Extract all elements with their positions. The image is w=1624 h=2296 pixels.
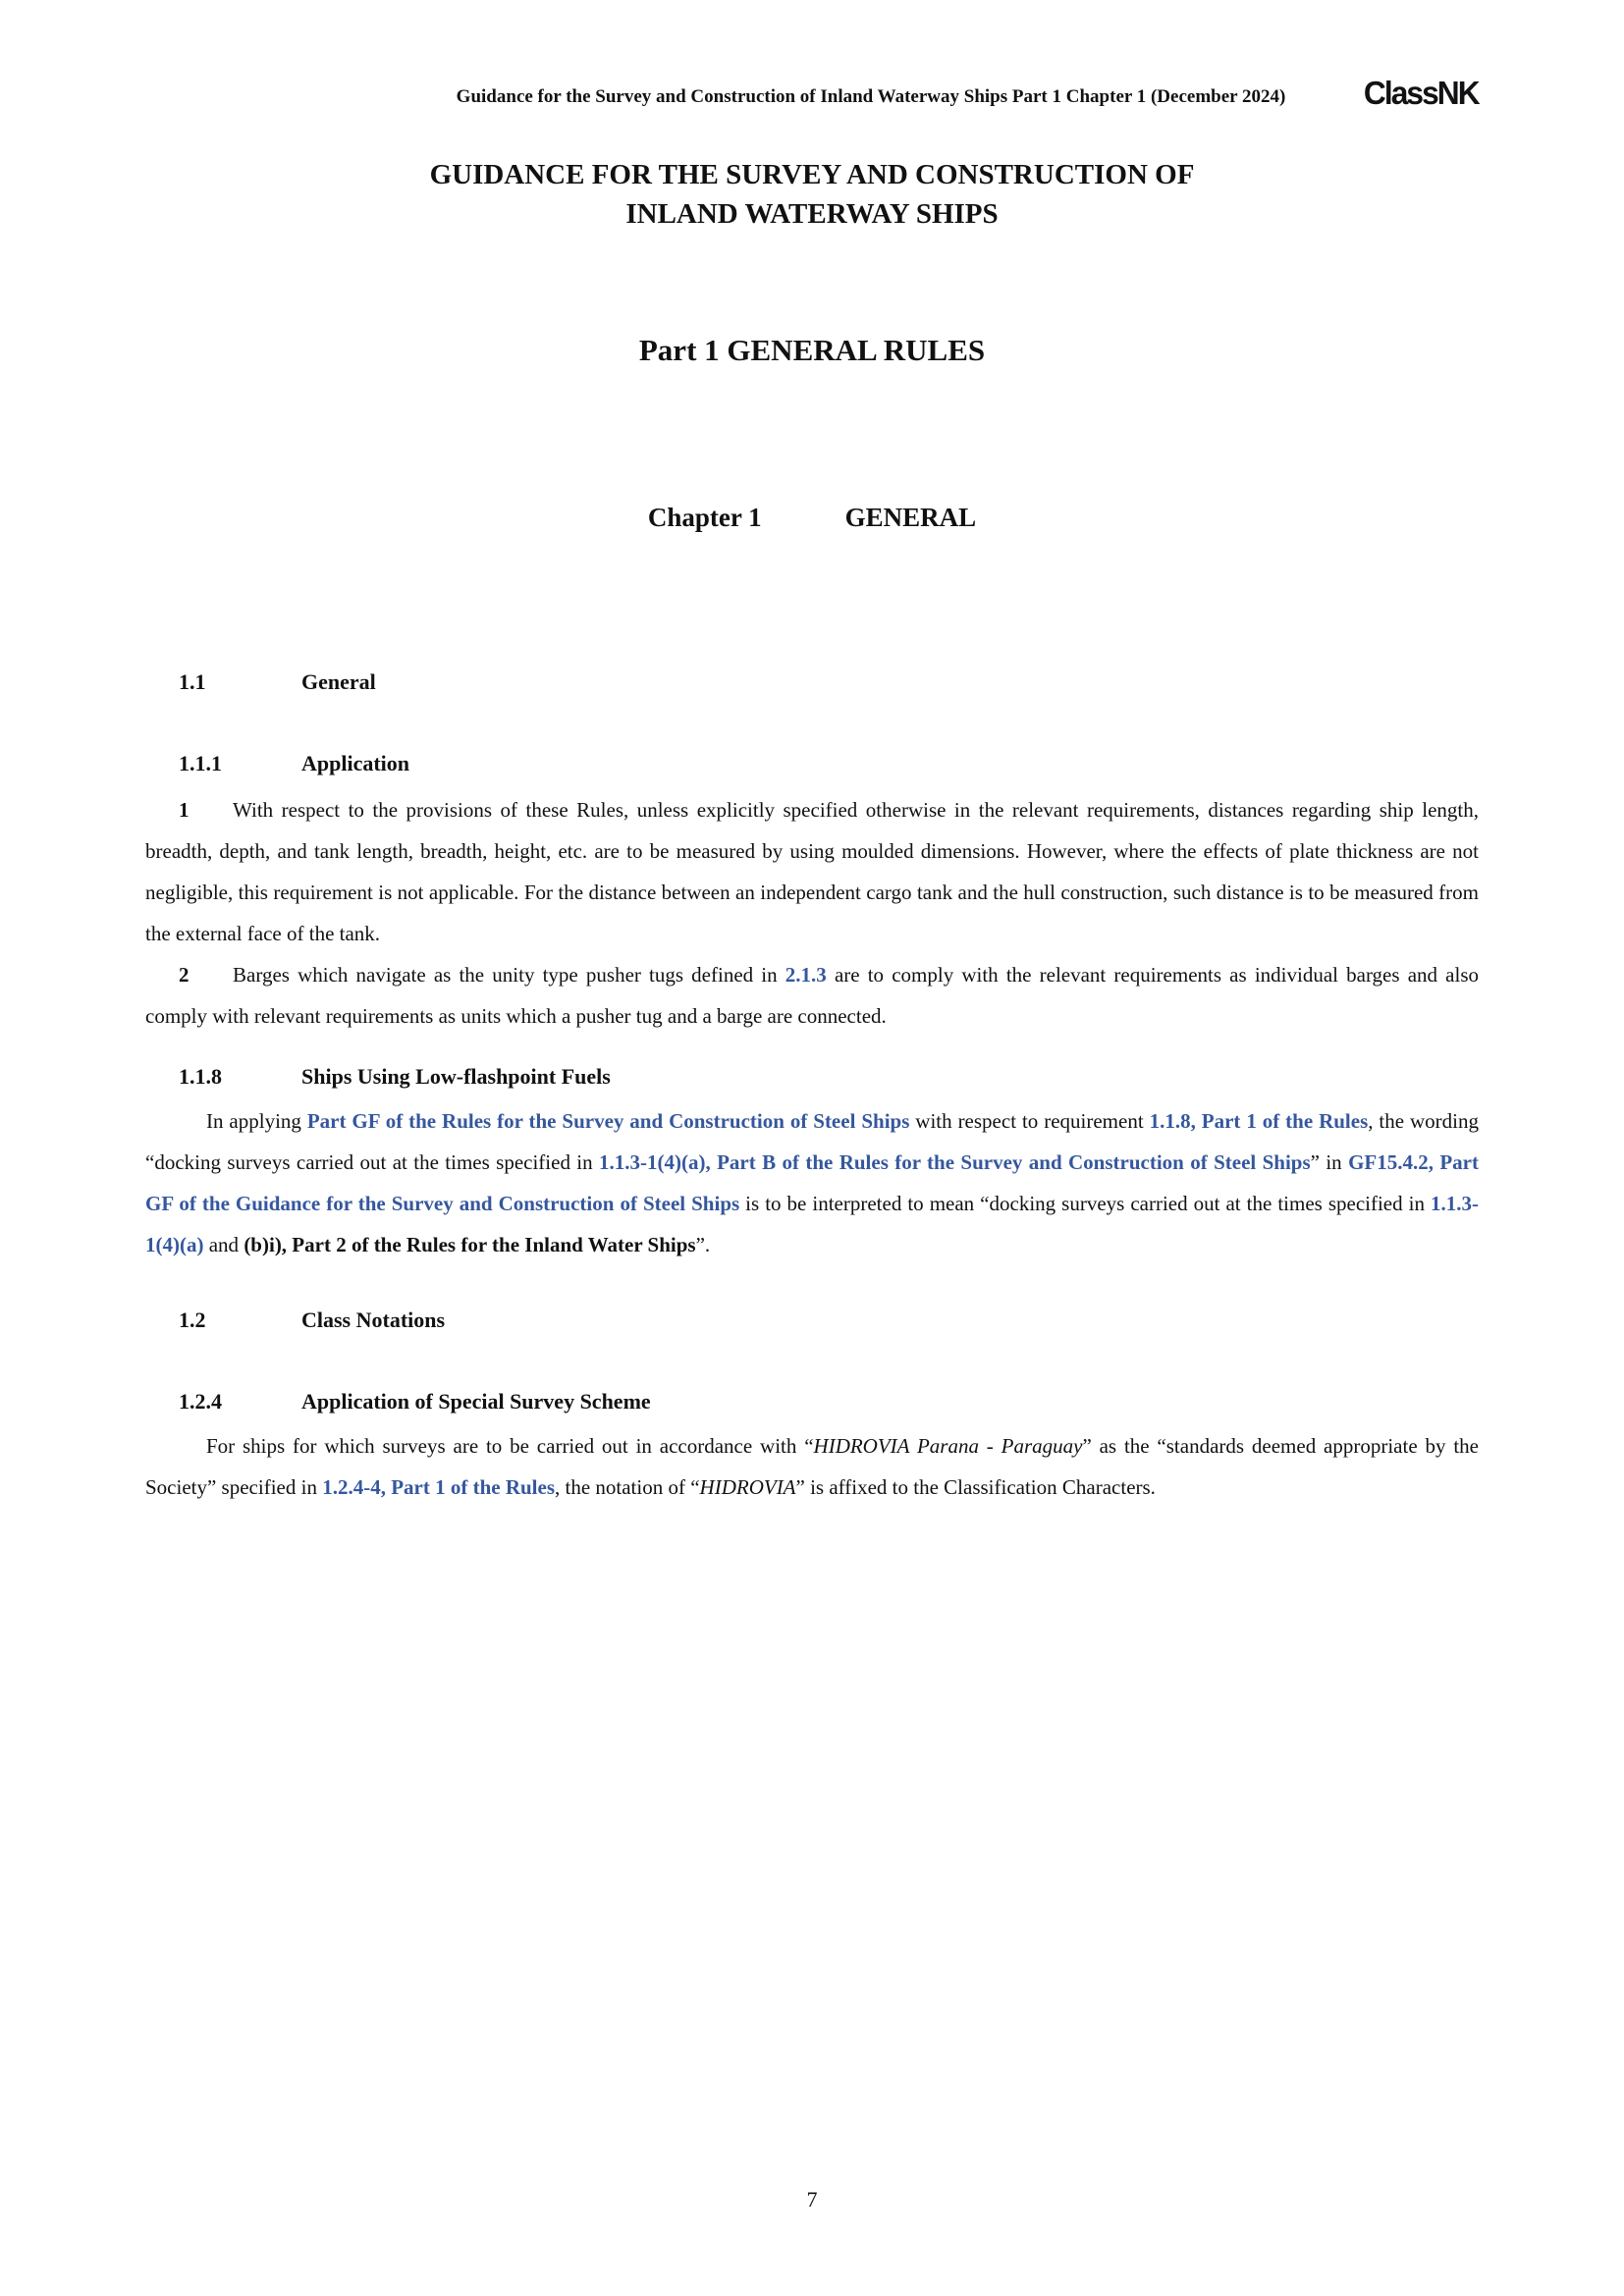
paragraph-1-2-4 <box>145 1425 1479 1508</box>
page-number: 7 <box>806 2187 818 2212</box>
paragraph-text <box>145 963 1479 1028</box>
page-header <box>145 75 1479 112</box>
heading-1-2-4 <box>145 1386 1479 1417</box>
paragraph-1-1-1-1 <box>145 789 1479 954</box>
cross-reference-link[interactable]: 1.1.8, Part 1 of the Rules <box>1149 1109 1369 1133</box>
section-number: 1.2 <box>179 1308 206 1332</box>
text-run: is to be interpreted to mean “docking surveys carried out at the times specified in <box>739 1192 1431 1215</box>
section-title: Class Notations <box>301 1308 446 1332</box>
text-run: In applying <box>206 1109 307 1133</box>
part-title: Part 1 GENERAL RULES <box>638 333 986 367</box>
running-header: Guidance for the Survey and Construction of Inland Waterway Ships Part 1 Chapter 1 (December 2024) <box>456 86 1286 107</box>
document-title-line-2: INLAND WATERWAY SHIPS <box>625 198 999 230</box>
paragraph-1-1-1-2 <box>145 954 1479 1037</box>
document-title-line-1: GUIDANCE FOR THE SURVEY AND CONSTRUCTION OF <box>429 159 1195 190</box>
section-title: Ships Using Low-flashpoint Fuels <box>301 1064 611 1089</box>
text-run: (b)i), Part 2 of the Rules for the Inland Water Ships <box>244 1233 696 1256</box>
text-run: , the notation of “ <box>555 1475 700 1499</box>
document-title <box>145 155 1479 234</box>
text-run: ”. <box>695 1233 711 1256</box>
cross-reference-link[interactable]: 1.1.3-1(4)(a), Part B of the Rules for the Survey and Construction of Steel Ships <box>599 1150 1311 1174</box>
heading-1-1-1 <box>145 748 1479 779</box>
section-number: 1.1 <box>179 669 206 694</box>
cross-reference-link[interactable]: GF15.4.2, Part GF of the Guidance for the Survey and Construction of Steel Ships <box>145 1150 1479 1215</box>
section-title: Application of Special Survey Scheme <box>301 1389 651 1414</box>
paragraph-number: 2 <box>179 963 189 987</box>
text-run: are to comply with the relevant requirements as individual barges and also comply with relevant requirements as units which a pusher tug and a barge are connected. <box>145 963 1479 1028</box>
cross-reference-link[interactable]: 2.1.3 <box>785 963 827 987</box>
heading-1-1-8 <box>145 1061 1479 1093</box>
text-run: , the wording “docking surveys carried out at the times specified in <box>145 1109 1480 1174</box>
cross-reference-link[interactable]: 1.2.4-4, Part 1 of the Rules <box>322 1475 555 1499</box>
paragraph-text <box>145 798 1479 945</box>
heading-1-1 <box>145 667 1479 698</box>
text-run: HIDROVIA Parana - Paraguay <box>813 1434 1083 1458</box>
text-run: For ships for which surveys are to be carried out in accordance with “ <box>206 1434 814 1458</box>
classnk-logo: ClassNK <box>1364 75 1479 111</box>
section-number: 1.1.1 <box>179 751 222 775</box>
text-run: ” as the “standards deemed appropriate by the Society” specified in <box>145 1434 1479 1499</box>
section-title: General <box>301 669 376 694</box>
chapter-title: GENERAL <box>844 503 977 532</box>
heading-1-2 <box>145 1305 1479 1336</box>
section-number: 1.2.4 <box>179 1389 222 1414</box>
section-number: 1.1.8 <box>179 1064 222 1089</box>
cross-reference-link[interactable]: 1.1.3-1(4)(a) <box>145 1192 1479 1256</box>
text-run: with respect to requirement <box>909 1109 1150 1133</box>
text-run: and <box>203 1233 244 1256</box>
paragraph-number: 1 <box>179 798 189 822</box>
paragraph-1-1-8 <box>145 1100 1479 1265</box>
text-run: ” in <box>1310 1150 1349 1174</box>
content-column <box>145 667 1479 1508</box>
text-run: With respect to the provisions of these Rules, unless explicitly specified otherwise in the relevant requirements, distances regarding ship length, breadth, depth, and tank length, breadth, height, etc. are to be measured by using moulded dimensions. However, where the effects of plate thickness are not negligible, this requirement is not applicable. For the distance between an independent cargo tank and the hull construction, such distance is to be measured from the external face of the tank. <box>145 798 1479 945</box>
text-run: HIDROVIA <box>699 1475 796 1499</box>
text-run: ” is affixed to the Classification Characters. <box>795 1475 1156 1499</box>
chapter-heading <box>145 498 1479 537</box>
cross-reference-link[interactable]: Part GF of the Rules for the Survey and Construction of Steel Ships <box>306 1109 910 1133</box>
text-run: Barges which navigate as the unity type pusher tugs defined in <box>233 963 785 987</box>
chapter-label: Chapter 1 <box>647 503 762 532</box>
section-title: Application <box>301 751 410 775</box>
